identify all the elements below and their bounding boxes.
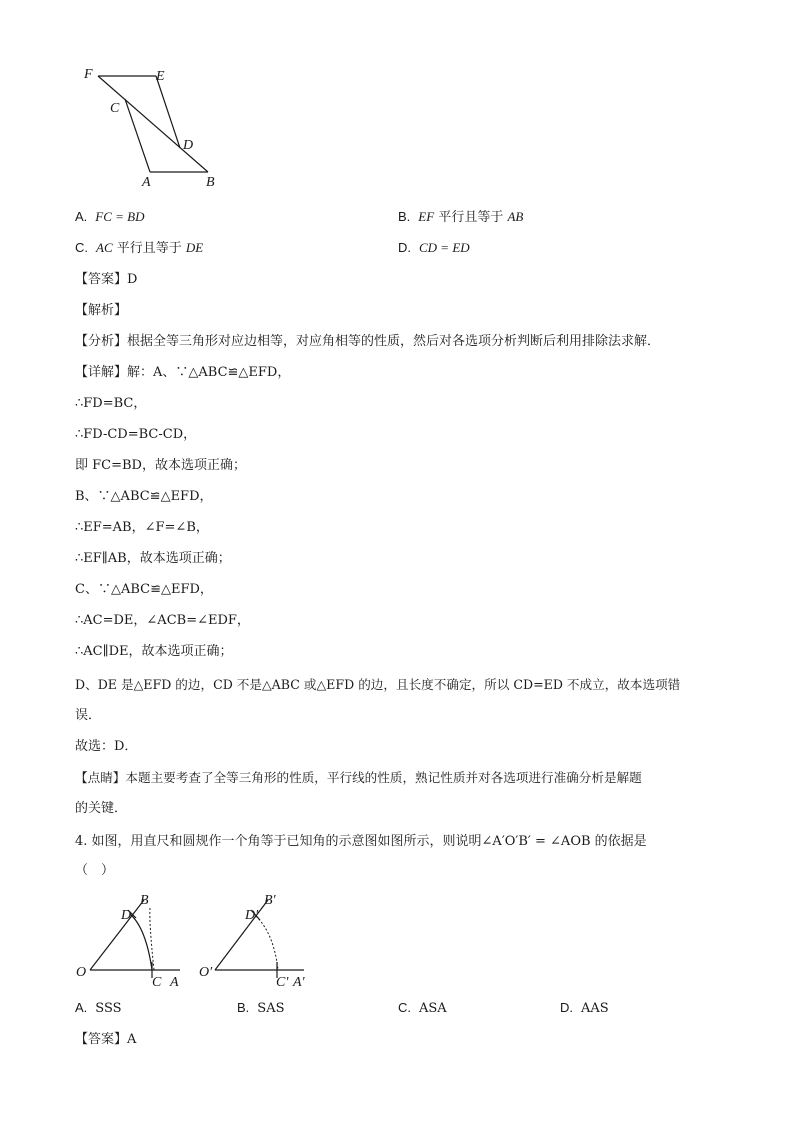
ray-OB (90, 900, 144, 970)
option-c: C. AC 平行且等于 DE (75, 240, 204, 256)
question-4-stem: 4. 如图，用直尺和圆规作一个角等于已知角的示意图如图所示，则说明∠A′O′B′ = ∠AOB 的依据是 (75, 834, 647, 849)
label-A-prime: A′ (293, 975, 305, 990)
answer-value: D (127, 272, 138, 287)
q4-answer-line (75, 1031, 136, 1049)
figure-triangles-congruent (70, 60, 230, 195)
answer-value: A (127, 1032, 137, 1047)
analysis-line: ∴AC∥DE，故本选项正确； (75, 644, 233, 659)
q4-option-c: C. ASA (398, 1000, 447, 1016)
label-C: C (152, 975, 162, 990)
answer-line (75, 271, 137, 289)
analysis-line: ∴FD-CD=BC-CD， (75, 427, 197, 442)
figure-angle-construction (70, 888, 330, 993)
ray-O'B' (215, 900, 268, 970)
analysis-line: 【点睛】本题主要考查了全等三角形的性质，平行线的性质，熟记性质并对各选项进行准确分析是解题 (75, 770, 642, 785)
label-A: A (170, 975, 179, 990)
option-a: A. FC = BD (75, 209, 145, 224)
analysis-line: ∴FD=BC， (75, 396, 147, 411)
analysis-line: 故选：D． (75, 739, 138, 754)
arc-DC (130, 914, 152, 970)
analysis-line: ∴EF∥AB，故本选项正确； (75, 551, 231, 566)
analysis-line: ∴EF=AB，∠F=∠B， (75, 520, 209, 535)
label-D-prime: D′ (245, 908, 259, 923)
label-E: E (156, 69, 165, 84)
label-C: C (110, 101, 120, 116)
option-d: D. CD = ED (398, 240, 470, 255)
answer-tag: 【答案】 (75, 1032, 128, 1047)
analysis-tag: 【解析】 (75, 303, 128, 318)
q4-option-d: D. AAS (560, 1000, 609, 1016)
answer-tag: 【答案】 (75, 272, 128, 287)
segment-FB (98, 76, 208, 172)
q4-option-b: B. SAS (237, 1000, 285, 1016)
analysis-line: 的关键． (75, 801, 128, 816)
analysis-line: C、∵△ABC≌△EFD， (75, 582, 213, 597)
analysis-line: ∴AC=DE，∠ACB=∠EDF， (75, 613, 250, 628)
label-O-prime: O′ (199, 965, 213, 980)
label-C-prime: C′ (276, 975, 289, 990)
label-B-prime: B′ (264, 893, 276, 908)
analysis-line: 误． (75, 708, 102, 723)
question-4-paren: （ ） (75, 863, 115, 878)
analysis-line: D、DE 是△EFD 的边，CD 不是△ABC 或△EFD 的边，且长度不确定，所以 CD=ED 不成立，故本选项错 (75, 677, 681, 692)
label-O: O (76, 965, 87, 980)
analysis-line: 【分析】根据全等三角形对应边相等，对应角相等的性质，然后对各选项分析判断后利用排除法求解． (75, 334, 661, 349)
label-B: B (140, 893, 149, 908)
label-D: D (183, 138, 194, 153)
analysis-line: B、∵△ABC≌△EFD， (75, 489, 213, 504)
label-D: D (121, 908, 132, 923)
label-F: F (84, 67, 93, 82)
label-A: A (142, 175, 151, 190)
label-B: B (206, 175, 215, 190)
analysis-line: 【详解】解：A、∵△ABC≌△EFD， (75, 365, 291, 380)
q4-option-a: A. SSS (75, 1000, 122, 1016)
arc-C'D' (256, 916, 278, 970)
analysis-line: 即 FC=BD，故本选项正确； (75, 458, 246, 473)
option-b: B. EF 平行且等于 AB (398, 209, 524, 225)
